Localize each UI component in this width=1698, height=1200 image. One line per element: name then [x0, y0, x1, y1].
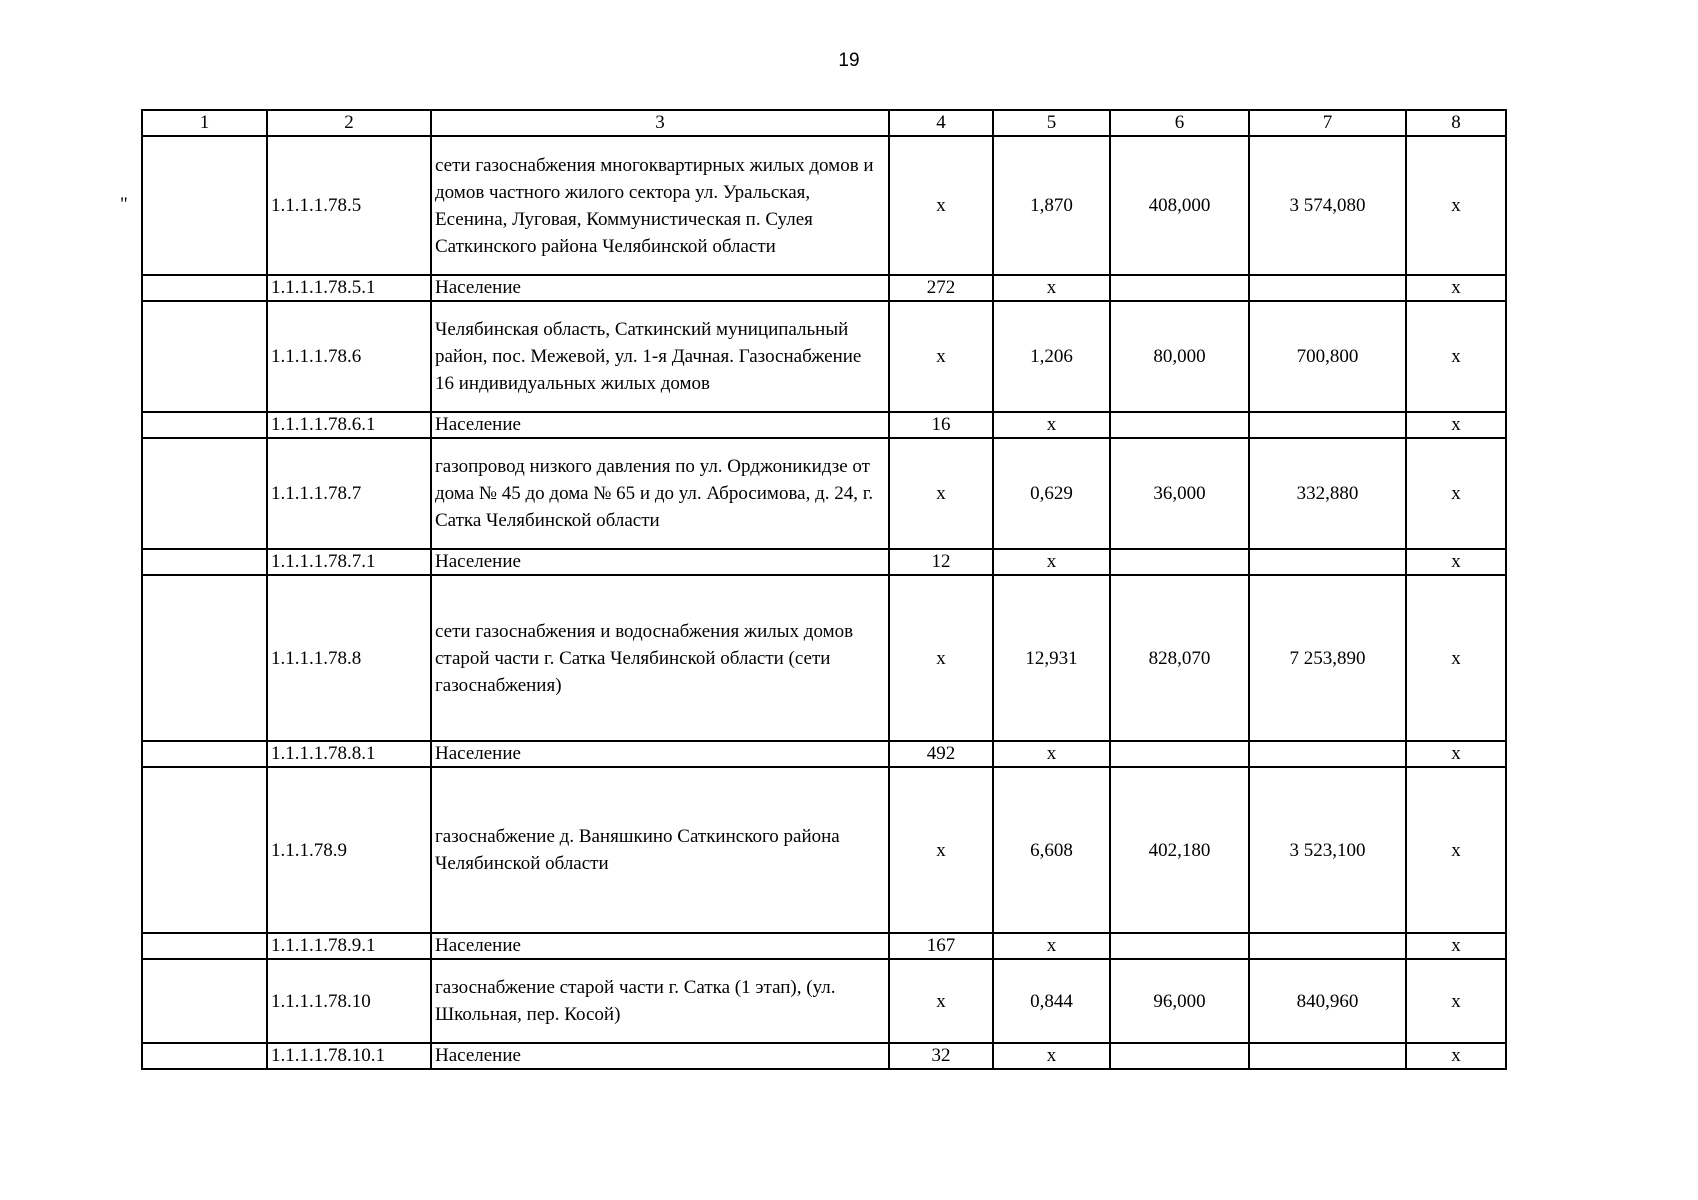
cell-col4: х	[889, 767, 993, 933]
column-number-header-row	[142, 110, 1506, 136]
item-description: Население	[431, 933, 889, 959]
cell-col5: 0,629	[993, 438, 1110, 549]
cell-col7	[1249, 549, 1406, 575]
cell-col5: 0,844	[993, 959, 1110, 1043]
cell-col6: 408,000	[1110, 136, 1249, 275]
cell-col7	[1249, 412, 1406, 438]
item-description: Население	[431, 741, 889, 767]
cell-col5: х	[993, 1043, 1110, 1069]
cell-col6	[1110, 933, 1249, 959]
empty-cell	[142, 275, 267, 301]
empty-cell	[142, 1043, 267, 1069]
empty-cell	[142, 136, 267, 275]
table-row	[142, 136, 1506, 275]
cell-col6	[1110, 1043, 1249, 1069]
cell-col8: х	[1406, 575, 1506, 741]
cell-col7: 3 574,080	[1249, 136, 1406, 275]
cell-col4: х	[889, 301, 993, 412]
cell-col5: х	[993, 412, 1110, 438]
cell-col8: х	[1406, 136, 1506, 275]
cell-col6: 80,000	[1110, 301, 1249, 412]
item-description: Население	[431, 412, 889, 438]
cell-col7: 700,800	[1249, 301, 1406, 412]
cell-col6: 828,070	[1110, 575, 1249, 741]
table-row	[142, 412, 1506, 438]
cell-col6: 402,180	[1110, 767, 1249, 933]
cell-col8: х	[1406, 301, 1506, 412]
cell-col8: х	[1406, 438, 1506, 549]
cell-col6: 96,000	[1110, 959, 1249, 1043]
continuation-quote-mark: "	[120, 194, 128, 215]
empty-cell	[142, 438, 267, 549]
cell-col7: 332,880	[1249, 438, 1406, 549]
table-row	[142, 301, 1506, 412]
cell-col4: х	[889, 136, 993, 275]
header-cell: 4	[889, 110, 993, 136]
cell-col8: х	[1406, 1043, 1506, 1069]
header-cell: 2	[267, 110, 431, 136]
table-row	[142, 275, 1506, 301]
item-description: Население	[431, 275, 889, 301]
cell-col4: 492	[889, 741, 993, 767]
cell-col5: 12,931	[993, 575, 1110, 741]
header-cell: 6	[1110, 110, 1249, 136]
empty-cell	[142, 575, 267, 741]
item-code: 1.1.1.1.78.5	[267, 136, 431, 275]
table-row	[142, 933, 1506, 959]
cell-col7	[1249, 933, 1406, 959]
cell-col4: 272	[889, 275, 993, 301]
item-description: Население	[431, 1043, 889, 1069]
data-table	[141, 109, 1507, 1070]
cell-col4: х	[889, 575, 993, 741]
cell-col7	[1249, 1043, 1406, 1069]
cell-col4: 167	[889, 933, 993, 959]
cell-col6	[1110, 549, 1249, 575]
cell-col4: 16	[889, 412, 993, 438]
cell-col4: х	[889, 438, 993, 549]
cell-col5: х	[993, 933, 1110, 959]
header-cell: 8	[1406, 110, 1506, 136]
empty-cell	[142, 301, 267, 412]
header-cell: 3	[431, 110, 889, 136]
item-code: 1.1.1.78.9	[267, 767, 431, 933]
table-row	[142, 575, 1506, 741]
item-code: 1.1.1.1.78.10	[267, 959, 431, 1043]
cell-col5: х	[993, 275, 1110, 301]
cell-col7	[1249, 275, 1406, 301]
cell-col6: 36,000	[1110, 438, 1249, 549]
cell-col8: х	[1406, 767, 1506, 933]
empty-cell	[142, 549, 267, 575]
cell-col8: х	[1406, 549, 1506, 575]
cell-col4: 12	[889, 549, 993, 575]
table-row	[142, 549, 1506, 575]
header-cell: 7	[1249, 110, 1406, 136]
item-code: 1.1.1.1.78.9.1	[267, 933, 431, 959]
cell-col6	[1110, 741, 1249, 767]
table-row	[142, 438, 1506, 549]
item-description: сети газоснабжения многоквартирных жилых домов и домов частного жилого сектора ул. Уральская, Есенина, Луговая, Коммунистическая п. Сулея Саткинского района Челябинской области	[431, 136, 889, 275]
cell-col8: х	[1406, 741, 1506, 767]
cell-col5: х	[993, 741, 1110, 767]
empty-cell	[142, 959, 267, 1043]
item-description: газоснабжение старой части г. Сатка (1 этап), (ул. Школьная, пер. Косой)	[431, 959, 889, 1043]
table-row	[142, 767, 1506, 933]
empty-cell	[142, 767, 267, 933]
cell-col8: х	[1406, 959, 1506, 1043]
item-code: 1.1.1.1.78.10.1	[267, 1043, 431, 1069]
item-code: 1.1.1.1.78.7.1	[267, 549, 431, 575]
cell-col4: 32	[889, 1043, 993, 1069]
header-cell: 1	[142, 110, 267, 136]
item-code: 1.1.1.1.78.5.1	[267, 275, 431, 301]
cell-col7: 7 253,890	[1249, 575, 1406, 741]
item-description: сети газоснабжения и водоснабжения жилых домов старой части г. Сатка Челябинской области (сети газоснабжения)	[431, 575, 889, 741]
cell-col7	[1249, 741, 1406, 767]
header-cell: 5	[993, 110, 1110, 136]
cell-col7: 3 523,100	[1249, 767, 1406, 933]
cell-col5: 1,206	[993, 301, 1110, 412]
cell-col6	[1110, 275, 1249, 301]
item-description: газопровод низкого давления по ул. Орджоникидзе от дома № 45 до дома № 65 и до ул. Абросимова, д. 24, г. Сатка Челябинской области	[431, 438, 889, 549]
table-row	[142, 741, 1506, 767]
cell-col5: 6,608	[993, 767, 1110, 933]
item-code: 1.1.1.1.78.6.1	[267, 412, 431, 438]
empty-cell	[142, 933, 267, 959]
empty-cell	[142, 741, 267, 767]
item-code: 1.1.1.1.78.7	[267, 438, 431, 549]
cell-col4: х	[889, 959, 993, 1043]
cell-col8: х	[1406, 933, 1506, 959]
cell-col8: х	[1406, 412, 1506, 438]
item-code: 1.1.1.1.78.6	[267, 301, 431, 412]
table-row	[142, 1043, 1506, 1069]
item-code: 1.1.1.1.78.8.1	[267, 741, 431, 767]
item-description: Население	[431, 549, 889, 575]
item-description: газоснабжение д. Ваняшкино Саткинского района Челябинской области	[431, 767, 889, 933]
empty-cell	[142, 412, 267, 438]
cell-col6	[1110, 412, 1249, 438]
page-number: 19	[838, 50, 860, 71]
cell-col5: х	[993, 549, 1110, 575]
table-row	[142, 959, 1506, 1043]
item-code: 1.1.1.1.78.8	[267, 575, 431, 741]
cell-col7: 840,960	[1249, 959, 1406, 1043]
cell-col8: х	[1406, 275, 1506, 301]
cell-col5: 1,870	[993, 136, 1110, 275]
item-description: Челябинская область, Саткинский муниципальный район, пос. Межевой, ул. 1-я Дачная. Газоснабжение 16 индивидуальных жилых домов	[431, 301, 889, 412]
